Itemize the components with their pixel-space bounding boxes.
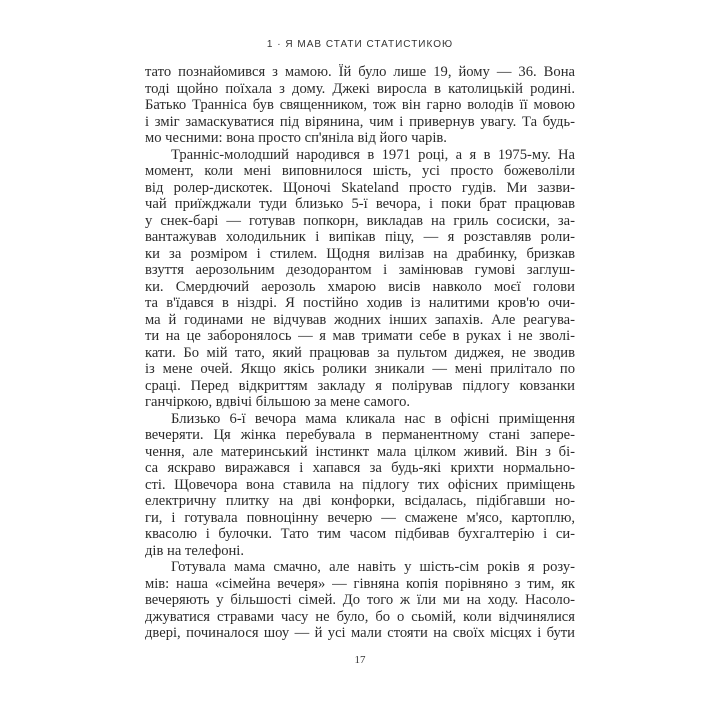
text-line: взуття аерозольним дезодорантом і замінював гумові заглуш- — [145, 262, 575, 278]
text-line: тато познайомився з мамою. Їй було лише 19, йому — 36. Вона — [145, 64, 575, 80]
text-line: вечеряють у більшості сімей. До того ж їли ми на ходу. Насоло- — [145, 592, 575, 608]
text-line: ки. Смердючий аерозоль хмарою висів навколо моєї голови — [145, 278, 575, 295]
text-line: квасолю і булочки. Тато тим часом підбивав бухгалтерію і си- — [145, 526, 575, 542]
text-line: сті. Щовечора вона ставила на підлогу тих офісних приміщень — [145, 476, 575, 493]
text-line: кати. Бо мій тато, який працював за пультом диджея, не зводив — [145, 344, 575, 361]
text-line: і зміг замаскуватися під вірянина, чим і привернув увагу. Та будь- — [145, 113, 575, 130]
page-number: 17 — [354, 654, 366, 666]
text-line: джуватися стравами часу не було, бо о сьомій, коли відчинялися — [145, 608, 575, 625]
running-header: 1 · Я МАВ СТАТИ СТАТИСТИКОЮ — [266, 39, 454, 50]
text-line: ги, і готувала повноцінну вечерю — смажене м'ясо, картоплю, — [145, 509, 575, 526]
text-line: Готувала мама смачно, але навіть у шість-сім років я розу- — [171, 559, 575, 575]
body-text — [145, 64, 575, 642]
text-line: від ролер-дискотек. Щоночі Skateland просто гудів. Ми зазви- — [145, 179, 575, 196]
text-line: із мене очей. Якщо якісь ролики зникали — мені прилітало по — [145, 361, 575, 377]
text-line: чай приїжджали туди близько 5-ї вечора, і поки брат працював — [145, 196, 575, 212]
text-line: двері, починалося шоу — й усі мали стояти на своїх місцях і бути — [145, 625, 575, 641]
paragraph — [145, 559, 575, 642]
text-line: у снек-барі — готував попкорн, викладав на гриль сосиски, за- — [145, 212, 575, 229]
text-line: тоді щойно поїхала з дому. Джекі виросла в католицькій родині. — [145, 80, 575, 97]
text-line: та в'їдався в ніздрі. Я постійно ходив із налитими кров'ю очи- — [145, 295, 575, 311]
text-line: Транніс-молодший народився в 1971 році, а я в 1975-му. На — [171, 146, 575, 163]
text-line: вантажував холодильник і випікав піцу, — я розставляв роли- — [145, 229, 575, 245]
text-line: електричну плитку на дві конфорки, всідалась, підібгавши но- — [145, 493, 575, 509]
text-line: Батько Транніса був священником, тож він гарно володів її мовою — [145, 97, 575, 113]
text-line: чення, але материнський інстинкт мала цілком живий. Він з бі- — [145, 443, 575, 460]
text-line: дів на телефоні. — [145, 542, 245, 559]
paragraph — [145, 147, 575, 411]
text-line: ти на це заборонялось — я мав тримати себе в руках і не зволі- — [145, 328, 575, 344]
text-line: са яскраво виражався і хапався за будь-які крихти нормально- — [145, 460, 575, 476]
text-line: мів: наша «сімейна вечеря» — гівняна копія порівняно з тим, як — [145, 575, 575, 592]
text-line: ганчіркою, вдвічі більшою за мене самого. — [145, 394, 411, 410]
text-line: вечеряти. Ця жінка перебувала в перманентному стані запере- — [145, 427, 575, 443]
paragraph — [145, 411, 575, 560]
text-line: ки за розміром і стилем. Щодня вилізав на драбинку, бризкав — [145, 245, 575, 262]
text-line: ма й годинами не відчував жодних інших запахів. Але реагува- — [145, 311, 575, 328]
text-line: мо чесними: вона просто сп'яніла від його чарів. — [145, 130, 447, 146]
text-line: Близько 6-ї вечора мама кликала нас в офісні приміщення — [171, 410, 575, 427]
text-line: сраці. Перед відкриттям закладу я полірував підлогу ковзанки — [145, 377, 575, 394]
text-line: момент, коли мені виповнилося шість, усі просто божеволіли — [145, 163, 575, 179]
paragraph — [145, 64, 575, 147]
